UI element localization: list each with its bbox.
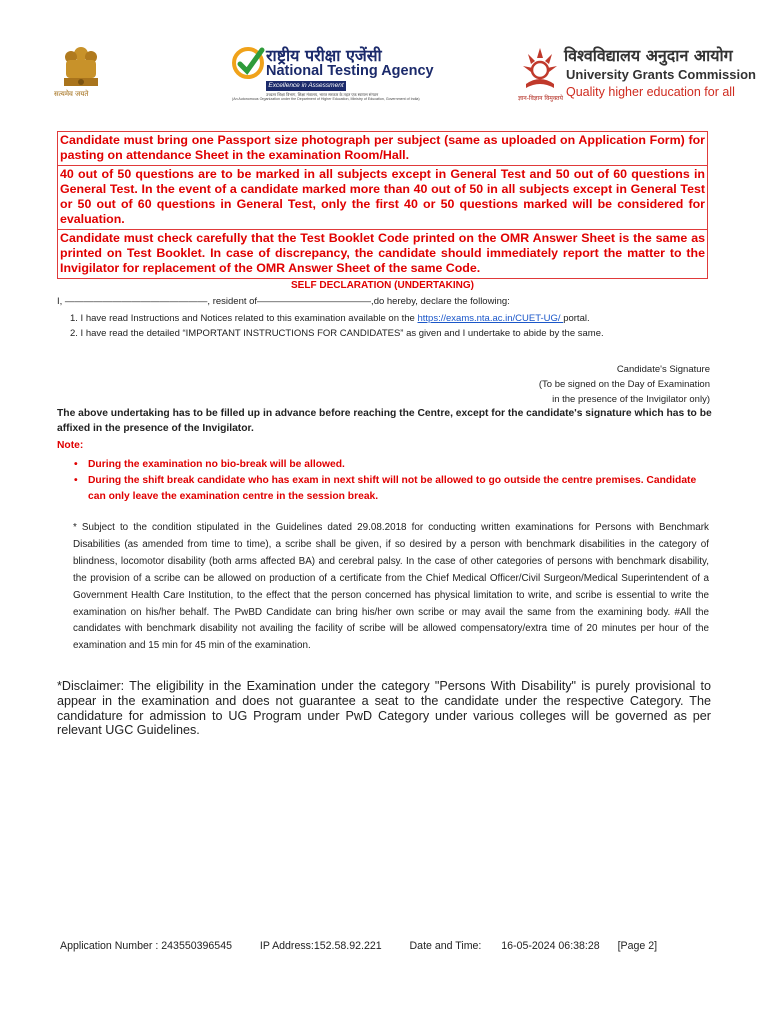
date-value: 16-05-2024 06:38:28 [501, 940, 600, 952]
disclaimer: *Disclaimer: The eligibility in the Examination under the category "Persons With Disability" is purely provisional to appear in the examination and does not guarantee a seat to the candidate under the respective Category. The candidature for admission to UG Program under PwD Category under various colleges will be governed as per relevant UGC Guidelines. [57, 679, 711, 738]
signature-instruction-1: (To be signed on the Day of Examination [538, 379, 710, 390]
signature-instruction-2: in the presence of the Invigilator only) [552, 394, 710, 405]
note-item-bio-break: • During the examination no bio-break will be allowed. [74, 457, 714, 473]
nta-name: National Testing Agency [266, 63, 434, 79]
application-number: Application Number : 243550396545 [60, 940, 232, 952]
emblem-caption: सत्यमेव जयते [54, 90, 89, 98]
cuet-portal-link[interactable]: https://exams.nta.ac.in/CUET-UG/ [417, 313, 564, 324]
signature-block [539, 362, 710, 407]
declaration-line: I, ———————————————, resident of————————————,do hereby, declare the following: [57, 296, 510, 307]
self-declaration-title: SELF DECLARATION (UNDERTAKING) [291, 280, 474, 291]
declaration-item-2: 2. I have read the detailed “IMPORTANT INSTRUCTIONS FOR CANDIDATES” as given and I undertake to abide by the same. [70, 328, 604, 339]
ugc-tagline: Quality higher education for all [566, 85, 735, 99]
nta-description-hindi: उच्चतर शिक्षा विभाग, शिक्षा मंत्रालय, भारत सरकार के तहत एक स्वायत्त संगठन [266, 92, 379, 97]
nta-hindi-name: राष्ट्रीय परीक्षा एजेंसी [266, 46, 382, 65]
note-list [74, 457, 714, 505]
notice-booklet-code: Candidate must check carefully that the Test Booklet Code printed on the OMR Answer Sheet is the same as printed on Test Booklet. In case of discrepancy, the candidate should immediately report the matter to the Invigilator for replacement of the OMR Answer Sheet of the same Code. [57, 229, 708, 279]
ugc-motto: ज्ञान-विज्ञान विमुक्तये [518, 95, 564, 102]
scribe-guidelines-paragraph: * Subject to the condition stipulated in the Guidelines dated 29.08.2018 for conducting written examinations for Persons with Benchmark Disabilities (as amended from time to time), a scribe shall be given, if so desired by a person with benchmark disabilities in the category of blindness, locomotor disability (both arms affected BA) and cerebral palsy. In the case of other categories of persons with benchmark disability, the provision of a scribe can be allowed on production of a certificate from the Chief Medical Officer/Civil Surgeon/Medical Superintendent of a Government Health Care Institution, to the effect that the person concerned has physical limitation to write, and scribe is essential to write the examination on his/her behalf. The PwBD Candidate can bring his/her own scribe or may avail the same from the examining body. #All the candidates with benchmark disability not availing the facility of scribe will be allowed compensatory/extra time of 20 minutes per hour of the examination and 15 min for 45 min of the examination. [73, 522, 709, 652]
national-emblem-logo [52, 42, 110, 106]
declaration-list [70, 311, 604, 341]
declaration-item-1-suffix: portal. [563, 313, 590, 324]
notice-questions: 40 out of 50 questions are to be marked in all subjects except in General Test and 50 out of 60 questions in General Test. In the event of a candidate marked more than 40 out of 50 in all subjects except in General Test or 50 out of 60 questions in General Test, only the first 40 or 50 questions marked will be considered for evaluation. [57, 165, 708, 230]
date-label: Date and Time: [409, 940, 482, 952]
page-footer [60, 940, 657, 952]
undertaking-note: The above undertaking has to be filled up in advance before reaching the Centre, except for the candidate's signature which has to be affixed in the presence of the Invigilator. [57, 408, 712, 434]
page-number: [Page 2] [617, 940, 658, 952]
declaration-item-1-text: 1. I have read Instructions and Notices related to this examination available on the [70, 313, 418, 324]
signature-label: Candidate's Signature [616, 364, 710, 375]
ugc-name: University Grants Commission [566, 67, 756, 82]
declaration-item-1 [70, 311, 604, 326]
important-notices [57, 131, 708, 278]
ugc-hindi-name: विश्वविद्यालय अनुदान आयोग [564, 46, 733, 65]
ip-address: IP Address:152.58.92.221 [259, 940, 382, 952]
note-item-shift-break: • During the shift break candidate who has exam in next shift will not be allowed to go outside the centre premises. Candidate can only leave the examination centre in the session break. [74, 473, 714, 505]
notice-photograph: Candidate must bring one Passport size photograph per subject (same as uploaded on Application Form) for pasting on attendance Sheet in the examination Room/Hall. [57, 131, 708, 166]
nta-tagline: Excellence in Assessment [266, 81, 346, 91]
note-label: Note: [57, 440, 84, 451]
nta-description: (An Autonomous Organization under the Department of Higher Education, Ministry of Education, Government of India) [232, 97, 420, 101]
